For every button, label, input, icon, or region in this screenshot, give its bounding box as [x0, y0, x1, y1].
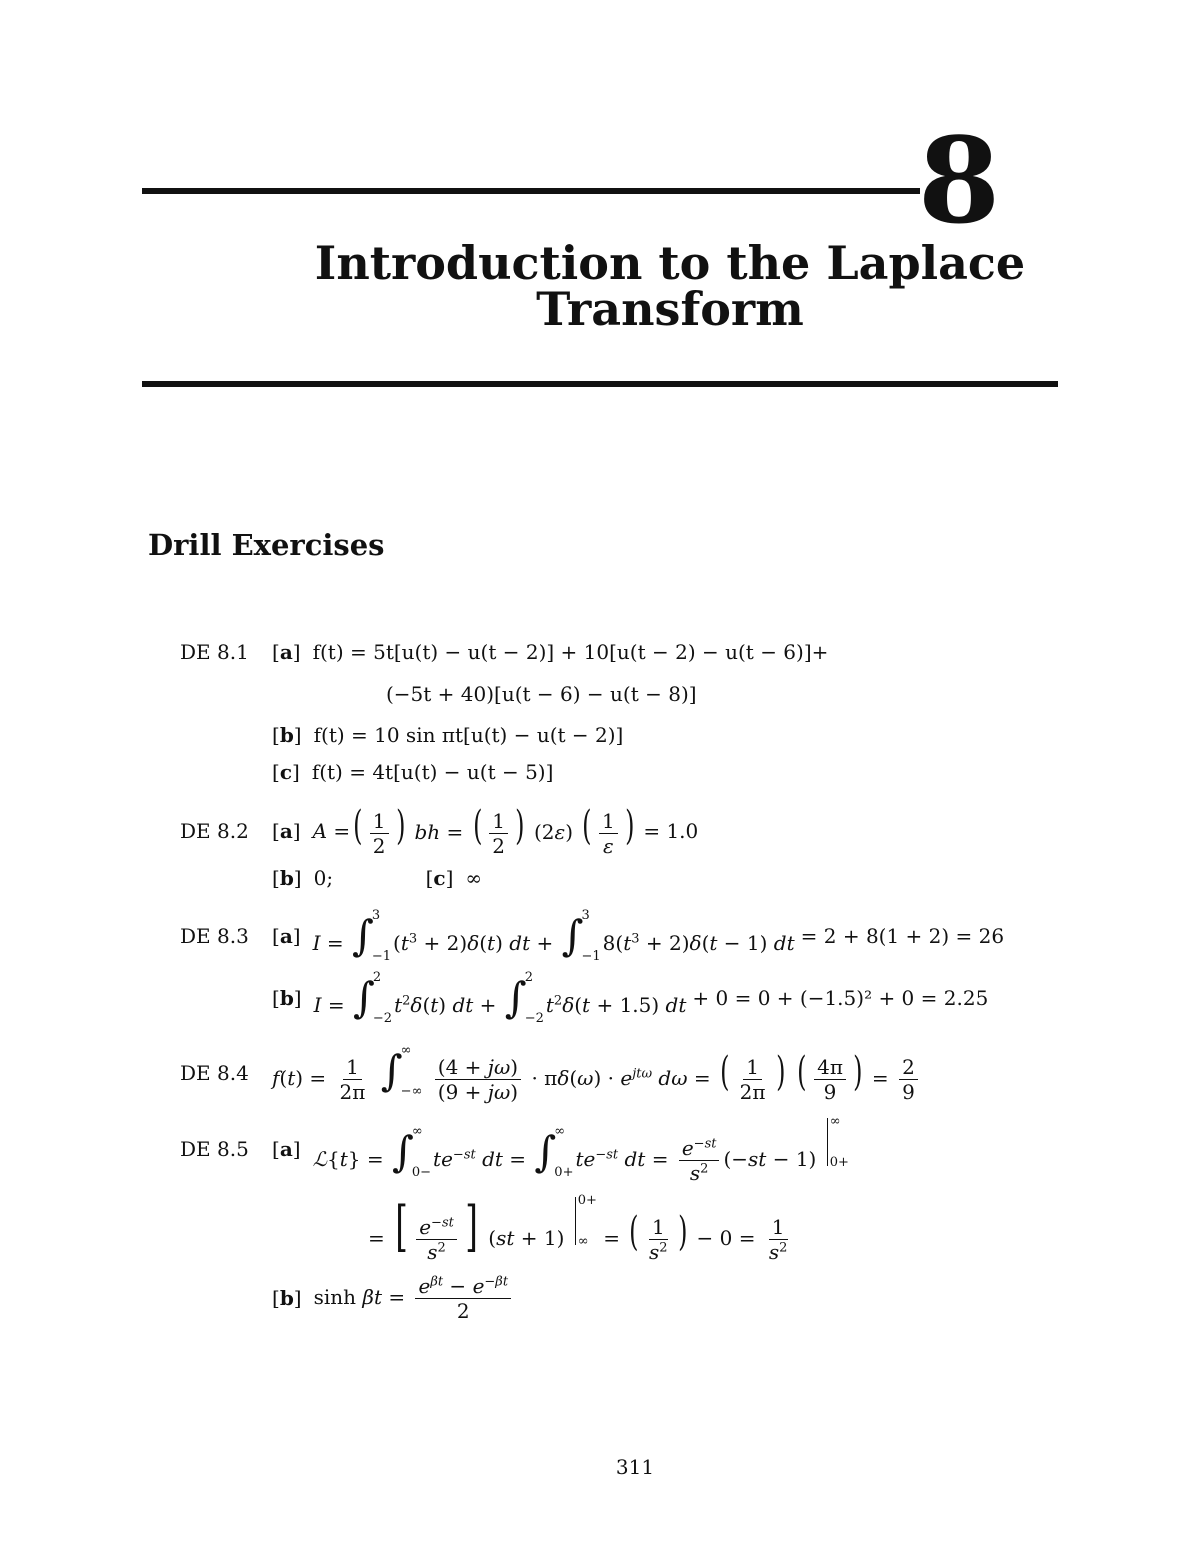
de82-b-value: 0;	[313, 866, 334, 890]
de85-b-tag: b	[279, 1286, 294, 1310]
de81-c-tag: c	[279, 760, 292, 784]
de81-b-equation: f(t) = 10 sin πt[u(t) − u(t − 2)]	[313, 723, 624, 747]
de84-expression: f(t) = $\frac{1}{2\pi}$ ∫ ∞ −∞ $\frac{(4 + j\omega)}{(9 + j\omega)}$ · $\pi\delta(\omega) \cdot e^{jt\omega}$ dω = ( $\frac{1}{2\pi}$ ) ( $\frac{4\pi}{9}$ ) = $\frac{2}{9}$	[272, 1044, 922, 1102]
de83-a-result: = 2 + 8(1 + 2) = 26	[800, 924, 1005, 948]
de81-a-tag: a	[279, 640, 293, 664]
de83-b-result: + 0 = 0 + (−1.5)² + 0 = 2.25	[692, 986, 989, 1010]
bottom-rule	[142, 381, 1058, 387]
de81-a-line2	[386, 684, 697, 704]
de81-c-equation: f(t) = 4t[u(t) − u(t − 5)]	[311, 760, 554, 784]
de83-a-tag: a	[279, 924, 293, 948]
section-heading: Drill Exercises	[148, 528, 385, 562]
de82-a-lhs: A =	[312, 819, 351, 843]
de81-a-equation-1: f(t) = 5t[u(t) − u(t − 2)] + 10[u(t − 2) − u(t − 6)]+	[312, 640, 829, 664]
de84-line	[180, 1044, 922, 1102]
de85-a-line2	[368, 1193, 794, 1264]
de85-b-line: [b] sinh βt = $\frac{e^{\beta t} - e^{-\beta t}}{2}$	[272, 1270, 515, 1326]
chapter-number: 8	[918, 111, 1001, 250]
page-number: 311	[615, 1455, 655, 1479]
de81-b-line: [b] f(t) = 10 sin πt[u(t) − u(t − 2)]	[272, 723, 624, 747]
chapter-title-line2: Transform	[536, 282, 804, 336]
de85-a-line1: DE 8.5 [a] ℒ{t} = ∫ ∞ 0− $te^{-st}$ dt = ∫ ∞ 0+ $te^{-st}$ dt = $\frac{e^{-st}}{s^2}$ (−st − 1) ∞ 0+	[180, 1114, 849, 1185]
de85-a-tag: a	[279, 1137, 293, 1161]
de82-bc-line: [b] 0; [c] ∞	[272, 866, 483, 890]
de82-a-line: DE 8.2 [a] A = ( $\frac{1}{2}$ ) bh = ( $\frac{1}{2}$ ) (2ε) ( $\frac{1}{\varepsilon}$ ) = 1.0	[180, 803, 699, 858]
de85-b-expression: sinh βt = $\frac{e^{\beta t} - e^{-\beta t}}{2}$	[314, 1276, 515, 1321]
de82-b-tag: b	[279, 866, 294, 890]
de85-a-expression-1: ℒ{t} = ∫ ∞ 0− $te^{-st}$ dt = ∫ ∞ 0+ $te^{-st}$ dt = $\frac{e^{-st}}{s^2}$ (−st − 1) ∞ 0+	[312, 1114, 849, 1185]
de83-label: DE 8.3	[180, 924, 249, 948]
de83-b-expression: I = ∫ 2 −2 $t^2\delta(t)$ dt + ∫ 2 −2 $t^2\delta(t + 1.5)$ dt	[313, 970, 687, 1026]
de83-a-line: DE 8.3 [a] I = ∫ 3 −1 $(t^3 + 2)\delta(t)$ dt + ∫ 3 −1 $8(t^3 + 2)\delta(t - 1)$ dt = 2 + 8(1 + 2) = 26	[180, 908, 1005, 964]
chapter-title-line1: Introduction to the Laplace	[314, 236, 1026, 290]
de82-label: DE 8.2	[180, 819, 249, 843]
de85-a-expression-2: = [ $\frac{e^{-st}}{s^2}$ ] (st + 1) 0+ ∞ = ( $\frac{1}{s^2}$ ) − 0 = $\frac{1}{s^2}$	[368, 1193, 788, 1264]
de81-label: DE 8.1	[180, 640, 249, 664]
de81-a-line1: DE 8.1 [a] f(t) = 5t[u(t) − u(t − 2)] + 10[u(t − 2) − u(t − 6)]+	[180, 640, 829, 664]
de84-label: DE 8.4	[180, 1061, 249, 1085]
top-rule	[142, 188, 920, 194]
chapter-title	[230, 236, 1110, 336]
de82-a-tag: a	[279, 819, 293, 843]
de82-c-tag: c	[433, 866, 446, 890]
de82-a-result: = 1.0	[643, 819, 699, 843]
de83-b-tag: b	[279, 986, 294, 1010]
de81-a-equation-2: (−5t + 40)[u(t − 6) − u(t − 8)]	[386, 682, 697, 706]
de83-a-expression: I = ∫ 3 −1 $(t^3 + 2)\delta(t)$ dt + ∫ 3 −1 $8(t^3 + 2)\delta(t - 1)$ dt	[312, 908, 795, 964]
de85-label: DE 8.5	[180, 1137, 249, 1161]
de82-c-value: ∞	[465, 866, 483, 890]
de83-b-line: [b] I = ∫ 2 −2 $t^2\delta(t)$ dt + ∫ 2 −2 $t^2\delta(t + 1.5)$ dt + 0 = 0 + (−1.5)² + 0 = 2.25	[272, 970, 989, 1026]
de81-b-tag: b	[279, 723, 294, 747]
de82-a-expression: ( $\frac{1}{2}$ ) bh = ( $\frac{1}{2}$ ) (2ε) ( $\frac{1}{\varepsilon}$ )	[353, 803, 635, 858]
de81-c-line: [c] f(t) = 4t[u(t) − u(t − 5)]	[272, 760, 554, 784]
